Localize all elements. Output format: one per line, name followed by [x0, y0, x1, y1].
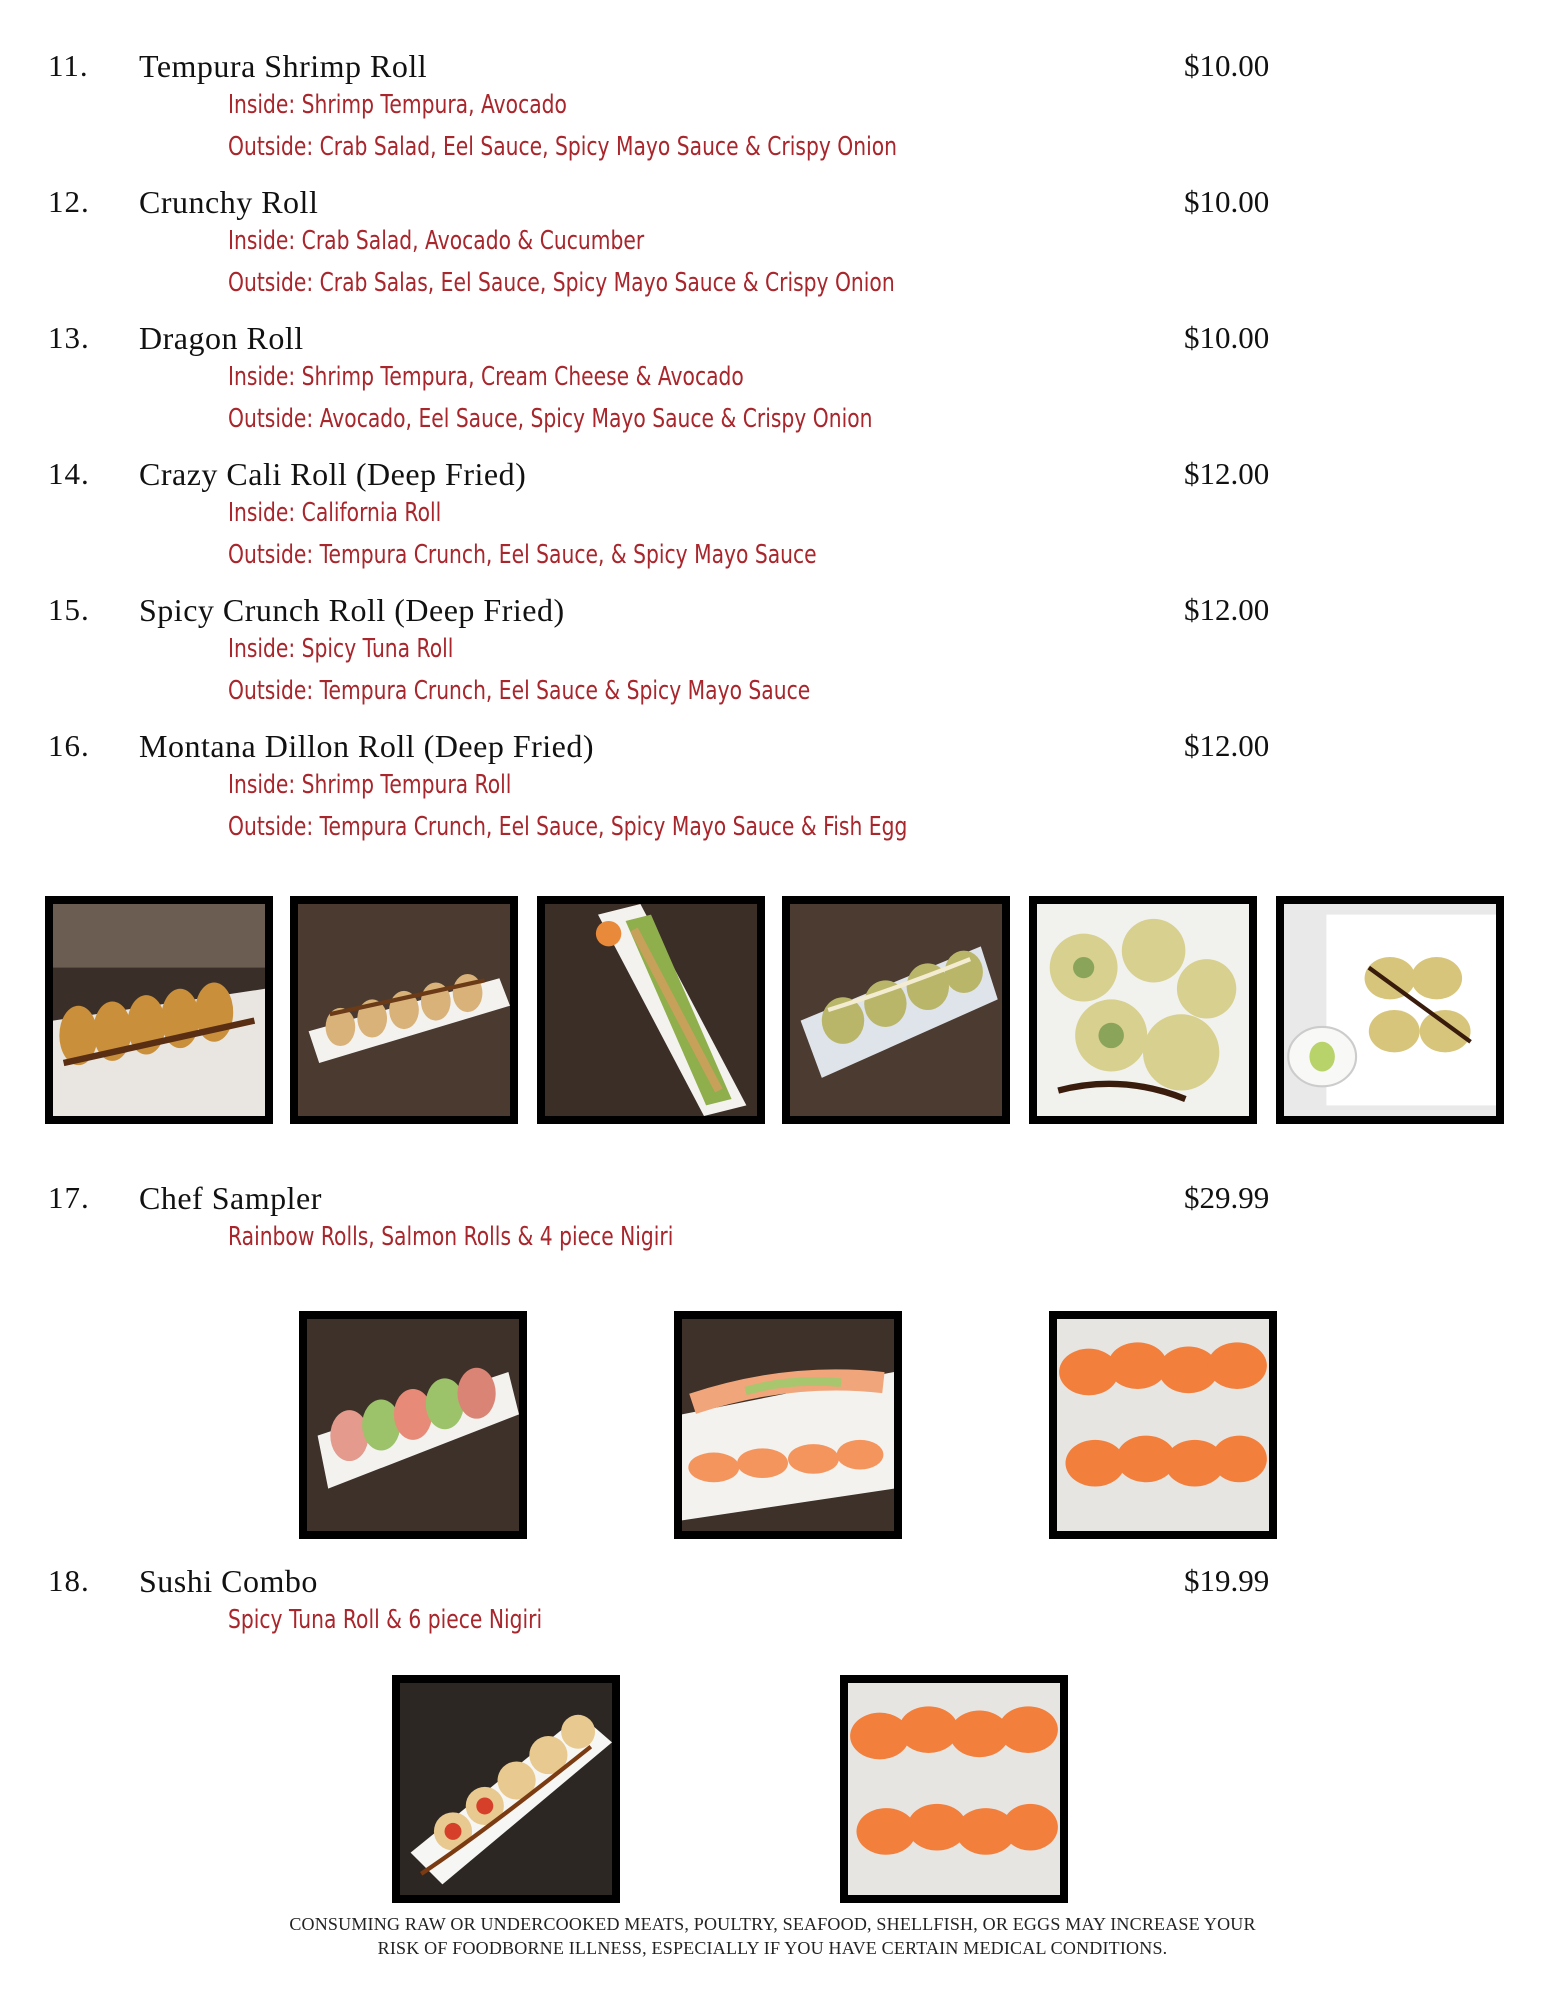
item-name: Montana Dillon Roll (Deep Fried) — [139, 728, 595, 764]
salmon-roll-photo — [674, 1311, 902, 1539]
item-price: $12.00 — [1184, 728, 1270, 763]
montana-dillon-roll-photo — [1276, 896, 1504, 1124]
spicy-crunch-roll-photo — [1029, 896, 1257, 1124]
item-name: Chef Sampler — [139, 1180, 322, 1216]
item-outside: Outside: Crab Salad, Eel Sauce, Spicy Mayo Sauce & Crispy Onion — [228, 132, 897, 162]
disclaimer-line-2: RISK OF FOODBORNE ILLNESS, ESPECIALLY IF YOU HAVE CERTAIN MEDICAL CONDITIONS. — [377, 1938, 1168, 1958]
item-price: $12.00 — [1184, 592, 1270, 627]
item-outside: Outside: Avocado, Eel Sauce, Spicy Mayo Sauce & Crispy Onion — [228, 404, 873, 434]
item-number: 14. — [48, 456, 90, 491]
item-inside: Inside: Spicy Tuna Roll — [228, 634, 454, 664]
item-price: $10.00 — [1184, 184, 1270, 219]
item-name: Tempura Shrimp Roll — [139, 48, 428, 84]
salmon-nigiri-photo — [1049, 1311, 1277, 1539]
item-outside: Outside: Tempura Crunch, Eel Sauce, Spicy Mayo Sauce & Fish Egg — [228, 812, 908, 842]
item-inside: Inside: California Roll — [228, 498, 442, 528]
crazy-cali-roll-photo — [782, 896, 1010, 1124]
item-outside: Outside: Tempura Crunch, Eel Sauce, & Spicy Mayo Sauce — [228, 540, 817, 570]
health-disclaimer — [0, 1912, 1545, 1960]
dragon-roll-photo — [537, 896, 765, 1124]
item-inside: Inside: Shrimp Tempura, Avocado — [228, 90, 567, 120]
item-price: $10.00 — [1184, 320, 1270, 355]
item-inside: Inside: Shrimp Tempura Roll — [228, 770, 512, 800]
item-description: Rainbow Rolls, Salmon Rolls & 4 piece Nigiri — [228, 1222, 674, 1252]
tempura-shrimp-roll-photo — [45, 896, 273, 1124]
item-price: $12.00 — [1184, 456, 1270, 491]
item-name: Dragon Roll — [139, 320, 304, 356]
spicy-tuna-roll-photo — [392, 1675, 620, 1903]
item-number: 17. — [48, 1180, 90, 1215]
item-name: Sushi Combo — [139, 1563, 318, 1599]
item-price: $10.00 — [1184, 48, 1270, 83]
item-number: 13. — [48, 320, 90, 355]
item-name: Crazy Cali Roll (Deep Fried) — [139, 456, 527, 492]
item-number: 11. — [48, 48, 89, 83]
item-outside: Outside: Crab Salas, Eel Sauce, Spicy Mayo Sauce & Crispy Onion — [228, 268, 895, 298]
item-inside: Inside: Crab Salad, Avocado & Cucumber — [228, 226, 645, 256]
crunchy-roll-photo — [290, 896, 518, 1124]
item-inside: Inside: Shrimp Tempura, Cream Cheese & Avocado — [228, 362, 744, 392]
item-number: 18. — [48, 1563, 90, 1598]
item-number: 12. — [48, 184, 90, 219]
item-description: Spicy Tuna Roll & 6 piece Nigiri — [228, 1605, 543, 1635]
item-outside: Outside: Tempura Crunch, Eel Sauce & Spicy Mayo Sauce — [228, 676, 811, 706]
item-name: Spicy Crunch Roll (Deep Fried) — [139, 592, 565, 628]
item-number: 15. — [48, 592, 90, 627]
rainbow-roll-photo — [299, 1311, 527, 1539]
salmon-nigiri-photo — [840, 1675, 1068, 1903]
disclaimer-line-1: CONSUMING RAW OR UNDERCOOKED MEATS, POULTRY, SEAFOOD, SHELLFISH, OR EGGS MAY INCREASE YOUR — [289, 1914, 1256, 1934]
item-price: $19.99 — [1184, 1563, 1270, 1598]
item-name: Crunchy Roll — [139, 184, 319, 220]
item-number: 16. — [48, 728, 90, 763]
item-price: $29.99 — [1184, 1180, 1270, 1215]
